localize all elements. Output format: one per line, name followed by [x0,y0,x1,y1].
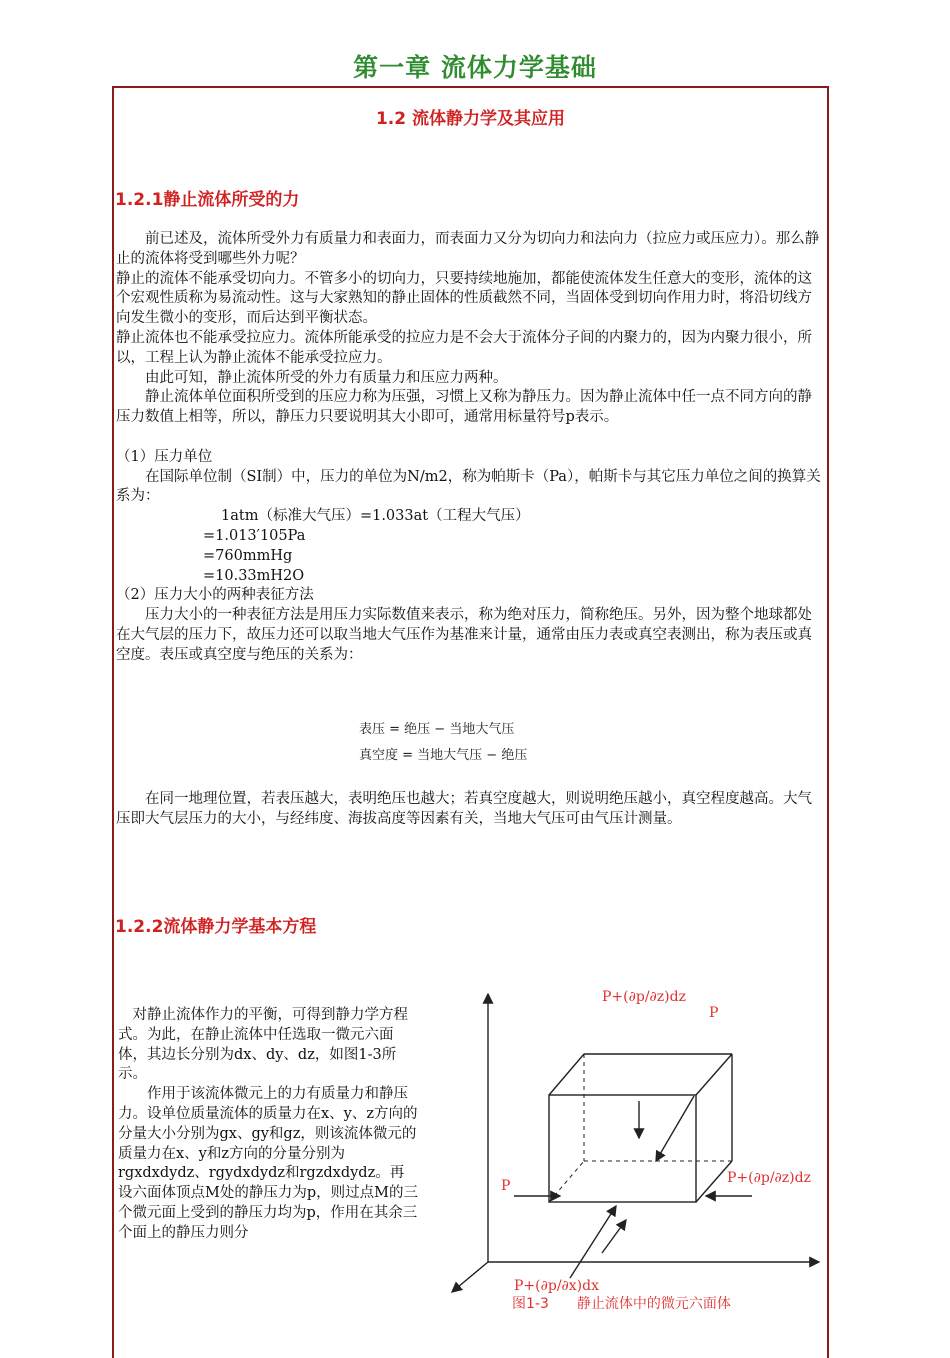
heading-pressure-methods: （2）压力大小的两种表征方法 [116,587,314,604]
subsection-title-1-2-1: 1.2.1静止流体所受的力 [115,190,300,210]
paragraph: 静止流体也不能承受拉应力。流体所能承受的拉应力是不会大于流体分子间的内聚力的，因为内聚力很小，所以，工程上认为静止流体不能承受拉应力。 [116,329,812,366]
box-edge [549,1054,584,1095]
subsection-title-1-2-2: 1.2.2流体静力学基本方程 [115,917,317,937]
heading-pressure-unit: （1）压力单位 [116,448,213,465]
blank-line [116,428,825,448]
box-edge [696,1054,732,1095]
label-p-left: P [501,1178,511,1194]
paragraph: 对静止流体作力的平衡，可得到静力学方程式。为此，在静止流体中任选取一微元六面体，其边长分别为dx、dy、dz，如图1-3所示。 [118,1007,408,1083]
equation-vacuum: 真空度 = 当地大气压 − 绝压 [359,748,528,763]
x-axis [452,1262,488,1292]
paragraph: 由此可知，静止流体所受的外力有质量力和压应力两种。 [145,369,508,386]
figure-caption: 图1-3 静止流体中的微元六面体 [512,1296,731,1312]
formula-line: =760mmHg [203,547,293,564]
equation-gauge-pressure: 表压 = 绝压 − 当地大气压 [359,722,515,737]
paragraph: 在同一地理位置，若表压越大，表明绝压也越大；若真空度越大，则说明绝压越小，真空程度越高。大气压即大气层压力的大小，与经纬度、海拔高度等因素有关，当地大气压可由气压计测量。 [116,791,812,827]
section-title: 1.2 流体静力学及其应用 [375,109,566,129]
label-top-force: P+(∂p/∂z)dz [602,989,686,1005]
label-p-top: P [709,1005,719,1021]
section-1-2-1-closing [116,790,825,830]
content-frame [112,86,829,1358]
paragraph: 压力大小的一种表征方法是用压力实际数值来表示，称为绝对压力，简称绝压。另外，因为整个地球都处在大气层的压力下，故压力还可以取当地大气压作为基准来计量，通常由压力表或真空表测出，称为表压或真空度。表压或真空度与绝压的关系为： [116,607,812,663]
paragraph: 静止流体单位面积所受到的压应力称为压强，习惯上又称为静压力。因为静止流体中任一点不同方向的静压力数值上相等，所以，静压力只要说明其大小即可，通常用标量符号p表示。 [116,389,812,426]
paragraph: 前已述及，流体所受外力有质量力和表面力，而表面力又分为切向力和法向力（拉应力或压应力）。那么静止的流体将受到哪些外力呢？ [116,231,820,267]
box-front-face [549,1095,696,1202]
paragraph: 在国际单位制（SI制）中，压力的单位为N/m2，称为帕斯卡（Pa），帕斯卡与其它压力单位之间的换算关系为： [116,468,821,505]
label-bottom-force: P+(∂p/∂x)dx [514,1278,599,1294]
formula-line: =1.013′105Pa [203,527,306,544]
paragraph: 静止的流体不能承受切向力。不管多小的切向力，只要持续地施加，都能使流体发生任意大的变形，流体的这个宏观性质称为易流动性。这与大家熟知的静止固体的性质截然不同，当固体受到切向作用力时，将沿切线方向发生微小的变形，而后达到平衡状态。 [116,270,812,327]
force-arrow-bottom-inner [602,1220,626,1253]
formula-line: =10.33mH2O [203,567,305,584]
figure-1-3-hexahedron [444,986,829,1316]
label-right-force: P+(∂p/∂z)dz [727,1170,811,1186]
formula-line: 1atm（标准大气压）=1.033at（工程大气压） [221,508,530,525]
force-arrow-p [656,1096,694,1161]
paragraph: 作用于该流体微元上的力有质量力和静压力。设单位质量流体的质量力在x、y、z方向的分量大小分别为gx、gy和gz，则该流体微元的质量力在x、y和z方向的分量分别为rgxdxdydz、rgydxdydz和rgzdxdydz。再设六面体顶点M处的静压力为p，则过点M的三个微元面上受到的静压力均为p，作用在其余三个面上的静压力则分 [118,1086,418,1241]
chapter-title: 第一章 流体力学基础 [353,53,597,82]
section-1-2-2-body [118,1006,418,1244]
force-arrow-bottom [570,1206,616,1278]
section-1-2-1-body [116,230,825,666]
